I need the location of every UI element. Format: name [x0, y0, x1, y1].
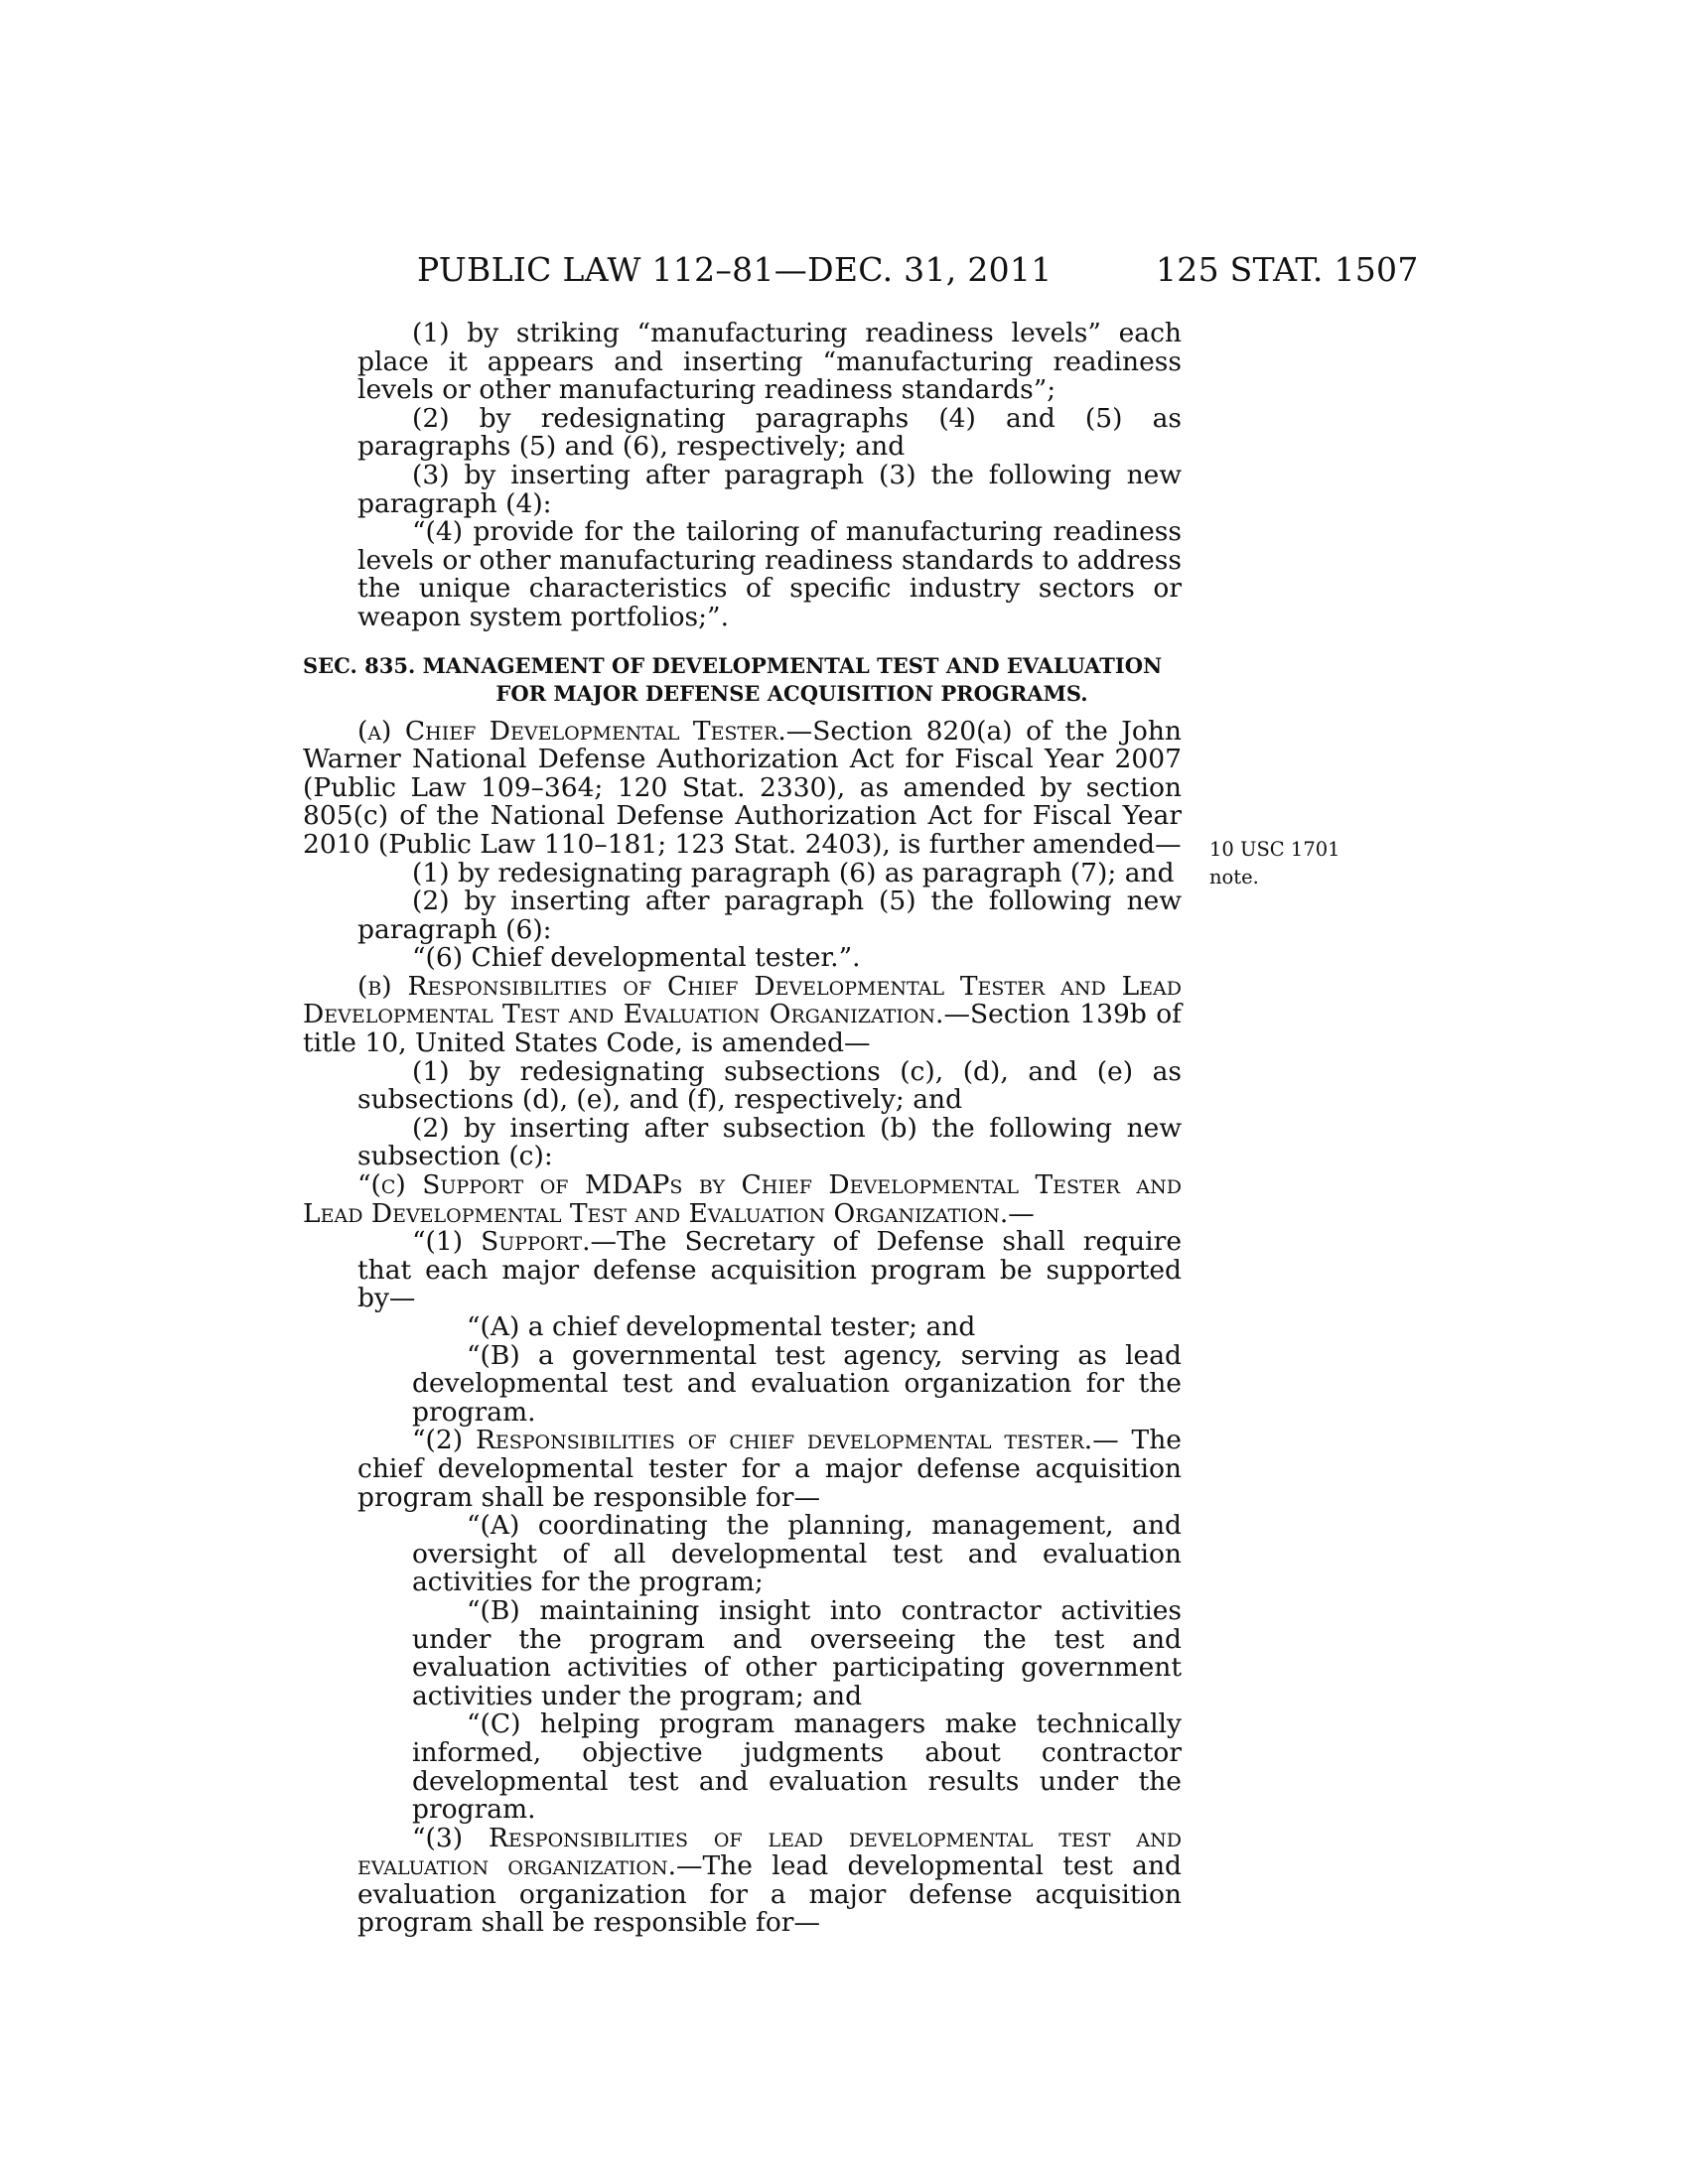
paragraph-c1 — [303, 1228, 1182, 1313]
subsection-a-text: —Section 820(a) of the John Warner National Defense Authorization Act for Fiscal Year 2007 (Public Law 109–364; 120 Stat. 2330), as amended by section 805(c) of the National Defense Authorization Act for Fiscal Year 2010 (Public Law 110–181; 123 Stat. 2403), is further amended— — [303, 715, 1183, 860]
paragraph-c2 — [303, 1427, 1182, 1512]
subsection-a — [303, 715, 1183, 860]
margin-note-citation: 10 USC 1701 — [1209, 838, 1340, 861]
margin-note-label: note. — [1209, 866, 1259, 888]
margin-note — [1209, 836, 1340, 891]
paragraph-c1-text: —The Secretary of Defense shall require that each major defense acquisition program be supported by— — [357, 1226, 1182, 1314]
paragraph-c2-text: — The chief developmental tester for a major defense acquisition program shall be responsible for— — [357, 1425, 1182, 1513]
paragraph-c1-heading: “(1) Support. — [412, 1226, 591, 1258]
subsection-a-heading: (a) Chief Developmental Tester. — [357, 715, 786, 747]
subsection-c-heading: “(c) Support of MDAPs by Chief Developmental Tester and Lead Developmental Test and Evaluation Organization. — [303, 1169, 1182, 1229]
subsection-a-item-1: (1) by redesignating paragraph (6) as paragraph (7); and — [412, 857, 1175, 888]
paragraph-c3-heading: “(3) Responsibilities of lead developmental test and evaluation organization. — [357, 1822, 1182, 1882]
section-heading — [303, 652, 1182, 708]
subsection-a-item-2: (2) by inserting after paragraph (5) the following new paragraph (6): — [357, 886, 1182, 945]
paragraph-1: (1) by striking “manufacturing readiness levels” each place it appears and inserting “manufacturing readiness levels or other manufacturing readiness standards”; — [357, 318, 1182, 406]
page-number: 125 STAT. 1507 — [1156, 250, 1419, 289]
paragraph-c3-text: —The lead developmental test and evaluation organization for a major defense acquisition program shall be responsible for— — [357, 1850, 1182, 1939]
subsection-b-text: —Section 139b of title 10, United States Code, is amended— — [303, 999, 1182, 1059]
paragraph-2: (2) by redesignating paragraphs (4) and (5) as paragraphs (5) and (6), respectively; and — [357, 402, 1182, 463]
paragraph-c2-A: “(A) coordinating the planning, management, and oversight of all developmental test and evaluation activities for the program; — [412, 1510, 1182, 1598]
subsection-a-item-3: “(6) Chief developmental tester.”. — [412, 942, 861, 974]
paragraph-c2-C: “(C) helping program managers make technically informed, objective judgments about contractor developmental test and evaluation results under the program. — [412, 1708, 1182, 1826]
paragraph-3: (3) by inserting after paragraph (3) the following new paragraph (4): — [357, 459, 1182, 519]
section-heading-line-2: FOR MAJOR DEFENSE ACQUISITION PROGRAMS. — [495, 680, 1088, 706]
paragraph-c1-A: “(A) a chief developmental tester; and — [467, 1311, 976, 1342]
paragraph-c3 — [303, 1822, 1182, 1939]
subsection-c — [303, 1171, 1182, 1228]
subsection-b — [303, 970, 1182, 1059]
section-heading-line-1: SEC. 835. MANAGEMENT OF DEVELOPMENTAL TEST AND EVALUATION — [303, 652, 1163, 678]
paragraph-c2-heading: “(2) Responsibilities of chief developmental tester. — [412, 1425, 1093, 1456]
subsection-b-item-2: (2) by inserting after subsection (b) the following new subsection (c): — [357, 1112, 1182, 1172]
subsection-b-heading: (b) Responsibilities of Chief Developmental Tester and Lead Developmental Test and Evaluation Organization. — [303, 970, 1182, 1030]
paragraph-4: “(4) provide for the tailoring of manufacturing readiness levels or other manufacturing readiness standards to address the unique characteristics of specific industry sectors or weapon system portfolios;”. — [357, 516, 1182, 632]
paragraph-c2-B: “(B) maintaining insight into contractor activities under the program and overseeing the test and evaluation activities of other participating government activities under the program; and — [412, 1594, 1182, 1711]
subsection-b-item-1: (1) by redesignating subsections (c), (d), and (e) as subsections (d), (e), and (f), respectively; and — [357, 1055, 1182, 1116]
running-header-title: PUBLIC LAW 112–81—DEC. 31, 2011 — [417, 250, 1053, 289]
paragraph-c1-B: “(B) a governmental test agency, serving as lead developmental test and evaluation organization for the program. — [412, 1339, 1182, 1428]
subsection-c-text: — — [1008, 1197, 1035, 1229]
body-text — [303, 320, 1182, 1938]
